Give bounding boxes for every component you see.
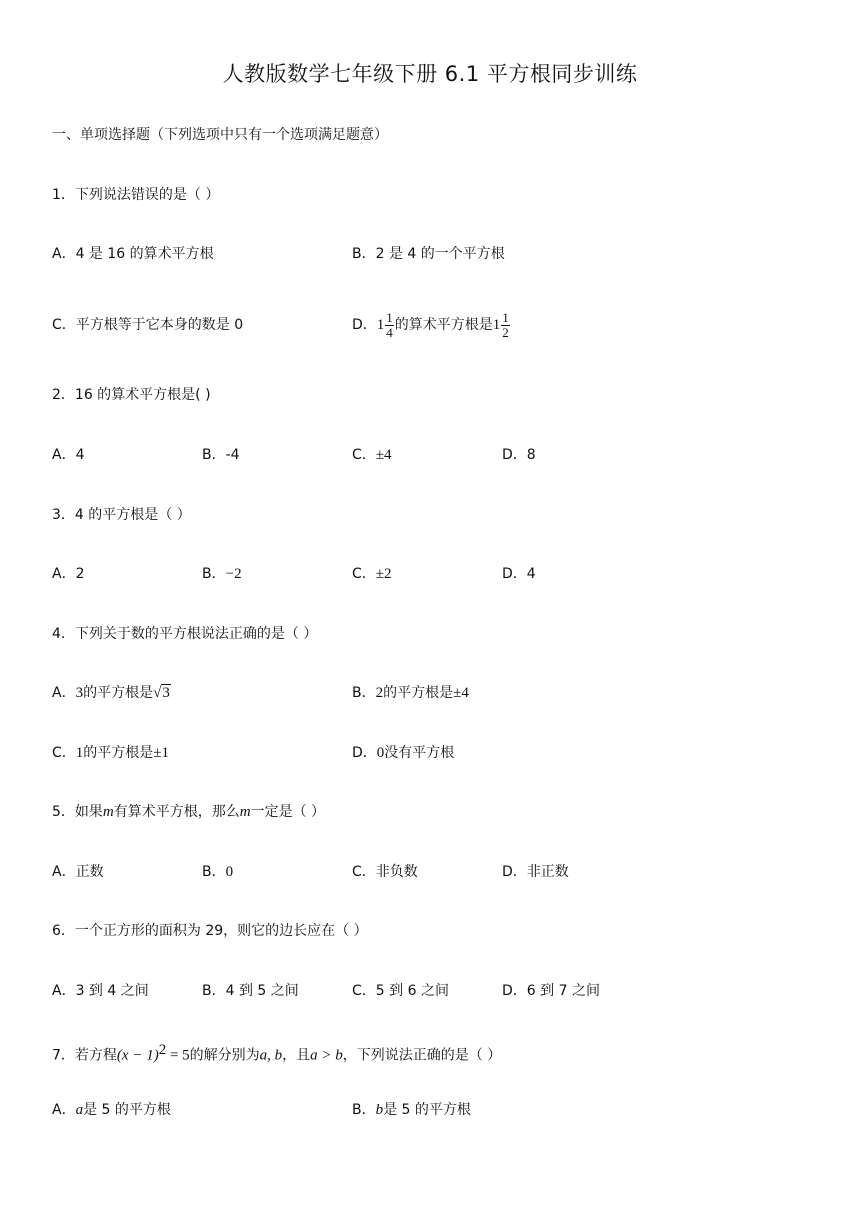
q7-a-text: 是 5 的平方根 (83, 1102, 171, 1118)
q1-d-denominator-2: 2 (502, 324, 509, 340)
q5-option-b (202, 862, 233, 882)
q4-c-number: 1 (75, 745, 84, 761)
q3-option-d: D．4 (502, 566, 536, 582)
q7-b-prefix: B． (352, 1102, 376, 1118)
q3-c-prefix: C． (352, 566, 376, 582)
question-6-stem: 6．一个正方形的面积为 29，则它的边长应在（ ） (52, 923, 368, 939)
q3-b-prefix: B． (202, 566, 226, 582)
q1-option-c: C．平方根等于它本身的数是 0 (52, 317, 244, 333)
q2-option-a: A．4 (52, 447, 85, 463)
q1-d-fraction-1 (385, 311, 394, 340)
q1-d-denominator-1: 4 (386, 324, 393, 340)
q5-stem-part-1: 5．如果 (52, 804, 103, 820)
question-3-stem: 3．4 的平方根是（ ） (52, 507, 191, 523)
q4-a-sqrt: √3 (153, 685, 170, 701)
q5-option-a: A．正数 (52, 864, 104, 880)
question-5-stem (52, 802, 325, 822)
q6-option-c: C．5 到 6 之间 (352, 983, 449, 999)
q7-condition: a > b (310, 1047, 343, 1064)
q1-option-a: A．4 是 16 的算术平方根 (52, 246, 214, 262)
q5-stem-part-3: 一定是（ ） (250, 804, 326, 820)
q4-option-d (352, 743, 454, 763)
q1-d-prefix: D． (352, 317, 377, 333)
q2-c-math: ±4 (375, 447, 392, 463)
q1-d-whole-2: 1 (492, 317, 501, 333)
q6-option-b: B．4 到 5 之间 (202, 983, 299, 999)
q3-c-math: ±2 (375, 566, 392, 582)
q4-option-c (52, 743, 169, 763)
q7-stem-part-4: ，下列说法正确的是（ ） (342, 1047, 502, 1064)
q7-stem-part-1: 7．若方程 (52, 1047, 117, 1064)
q4-d-text: 没有平方根 (384, 745, 455, 761)
q6-option-a: A．3 到 4 之间 (52, 983, 149, 999)
q4-c-math: ±1 (153, 745, 170, 761)
q7-b-text: 是 5 的平方根 (383, 1102, 471, 1118)
question-7-stem (52, 1040, 501, 1066)
q7-option-b (352, 1100, 471, 1120)
q4-a-number: 3 (75, 685, 84, 701)
q3-b-math: −2 (225, 566, 242, 582)
q3-option-a: A．2 (52, 566, 85, 582)
q2-option-b: B．-4 (202, 447, 240, 463)
q4-b-number: 2 (375, 685, 384, 701)
q1-d-fraction-2 (501, 311, 510, 340)
q4-a-text: 的平方根是 (83, 685, 154, 701)
question-1-stem: 1．下列说法错误的是（ ） (52, 187, 220, 203)
q4-b-math: ±4 (453, 685, 469, 701)
q7-b-variable: b (375, 1102, 384, 1118)
q1-d-whole-1: 1 (376, 317, 385, 333)
q4-a-prefix: A． (52, 685, 76, 701)
q7-equation-base: (x − 1) (116, 1047, 159, 1064)
q7-stem-part-3: ，且 (282, 1047, 311, 1064)
q1-d-numerator-2: 1 (502, 309, 509, 325)
q5-b-prefix: B． (202, 864, 226, 880)
q2-c-prefix: C． (352, 447, 376, 463)
q4-d-number: 0 (376, 745, 385, 761)
q4-option-b (352, 683, 469, 703)
q7-equation-rest: = 5 (166, 1047, 190, 1064)
q4-d-prefix: D． (352, 745, 377, 761)
q5-variable-m-2: m (239, 804, 251, 820)
q5-b-math: 0 (225, 864, 234, 880)
q4-a-radicand: 3 (162, 685, 170, 701)
q7-a-variable: a (75, 1102, 84, 1118)
q4-b-text: 的平方根是 (383, 685, 454, 701)
q7-stem-part-2: 的解分别为 (189, 1047, 260, 1064)
q7-option-a (52, 1100, 171, 1120)
q1-d-text: 的算术平方根是 (394, 317, 493, 333)
q4-b-prefix: B． (352, 685, 376, 701)
q3-option-c (352, 564, 392, 584)
q5-option-d: D．非正数 (502, 864, 569, 880)
section-heading: 一、单项选择题（下列选项中只有一个选项满足题意） (52, 127, 388, 143)
q5-stem-part-2: 有算术平方根，那么 (113, 804, 240, 820)
question-2-stem: 2．16 的算术平方根是( ) (52, 387, 211, 403)
q4-c-text: 的平方根是 (83, 745, 154, 761)
q5-variable-m-1: m (102, 804, 114, 820)
page-title: 人教版数学七年级下册 6.1 平方根同步训练 (222, 62, 638, 86)
q7-equation-exponent: 2 (158, 1042, 167, 1058)
q2-option-d: D．8 (502, 447, 536, 463)
q4-c-prefix: C． (52, 745, 76, 761)
q4-option-a (52, 683, 171, 703)
q1-option-d (352, 303, 511, 347)
q2-option-c (352, 445, 392, 465)
q3-option-b (202, 564, 242, 584)
q7-a-prefix: A． (52, 1102, 76, 1118)
q5-option-c: C．非负数 (352, 864, 418, 880)
q1-option-b: B．2 是 4 的一个平方根 (352, 246, 505, 262)
q7-variables: a, b (259, 1047, 283, 1064)
q6-option-d: D．6 到 7 之间 (502, 983, 600, 999)
q1-d-numerator-1: 1 (386, 309, 393, 325)
question-4-stem: 4．下列关于数的平方根说法正确的是（ ） (52, 626, 318, 642)
